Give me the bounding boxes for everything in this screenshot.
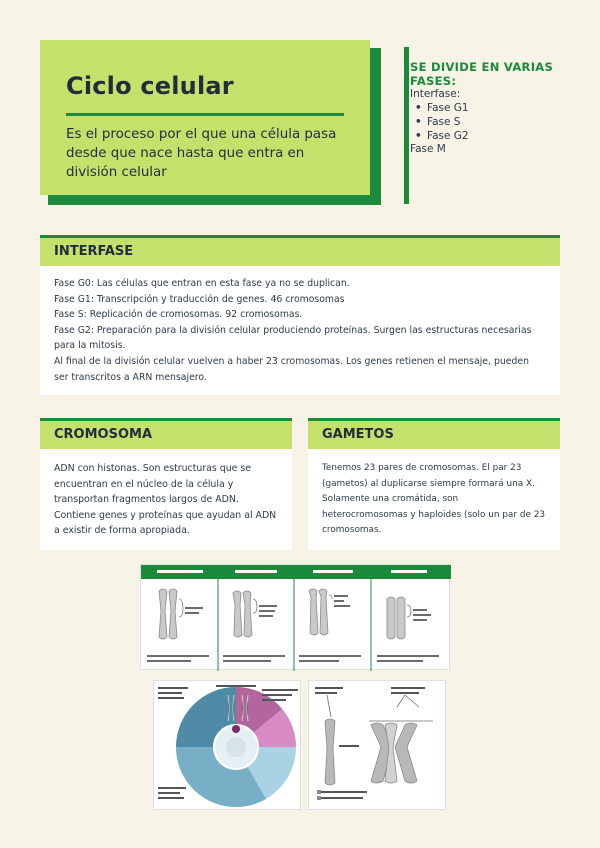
phases-list [415, 101, 570, 143]
chromosome-types-figure [140, 564, 450, 670]
gametos-body: Tenemos 23 pares de cromosomas. El par 23 (gametos) al duplicarse siempre formará una X. Solamente una cromátida, son heterocromosomas y haploides (solo un par de 23 cromosomas. [322, 463, 546, 535]
phases-accent-bar [404, 47, 409, 204]
phases-heading: SE DIVIDE EN VARIAS FASES: [410, 60, 554, 88]
chromosome-types-illustration [141, 565, 451, 671]
phases-interphase-label: Interfase: [410, 88, 461, 100]
interfase-line: Fase G0: Las células que entran en esta fase ya no se duplican. [54, 278, 350, 289]
phase-item: • Fase G2 [415, 129, 570, 143]
interfase-line: Al final de la división celular vuelven a haber 23 cromosomas. Los genes retienen el mensaje, pueden ser transcritos a ARN mensajero. [54, 355, 529, 383]
interfase-line: Fase S: Replicación de cromosomas. 92 cromosomas. [54, 309, 303, 321]
cromosoma-body: ADN con histonas. Son estructuras que se encuentran en el núcleo de la célula y transportan fragmentos largos de ADN. Contiene genes y proteínas que ayudan al ADN a existir de forma apropiada. [54, 463, 277, 536]
interfase-line: Fase G1: Transcripción y traducción de genes. 46 cromosomas [54, 293, 345, 305]
title-divider [66, 113, 344, 116]
cromosoma-heading: CROMOSOMA [40, 418, 292, 449]
gametos-heading: GAMETOS [308, 418, 560, 449]
interfase-line: Fase G2: Preparación para la división celular produciendo proteínas. Surgen las estructuras necesarias para la mitosis. [54, 324, 532, 352]
phases-last-item: Fase M [410, 143, 446, 155]
chromatid-diagram [308, 680, 446, 810]
interfase-body [40, 266, 560, 395]
page-title: Ciclo celular [66, 72, 234, 100]
cell-cycle-illustration [154, 681, 302, 811]
gametos-card [308, 418, 560, 550]
cromosoma-card [40, 418, 292, 550]
title-card [40, 40, 370, 195]
title-description: Es el proceso por el que una célula pasa desde que nace hasta que entra en división celular [66, 127, 337, 180]
phases-panel [410, 60, 570, 156]
phase-item: • Fase G1 [415, 101, 570, 115]
chromatid-illustration [309, 681, 447, 811]
interfase-card [40, 235, 560, 395]
interfase-heading: INTERFASE [40, 235, 560, 266]
cell-cycle-diagram [153, 680, 301, 810]
phase-item: • Fase S [415, 115, 570, 129]
